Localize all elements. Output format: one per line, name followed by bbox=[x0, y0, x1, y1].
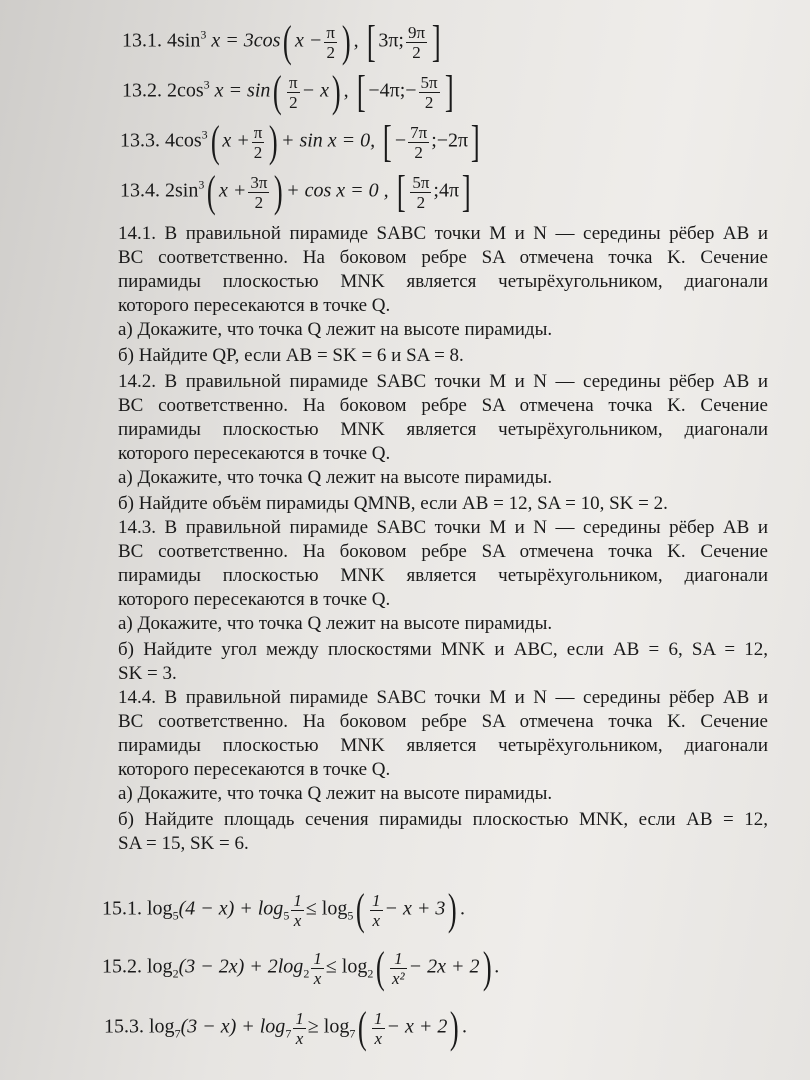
fraction bbox=[370, 891, 383, 930]
eq-part: + cos x = 0 , bbox=[286, 179, 389, 202]
log-base: 7 bbox=[349, 1026, 356, 1041]
paren: ( bbox=[210, 117, 220, 166]
log-base: 5 bbox=[283, 908, 290, 923]
log-base: 7 bbox=[285, 1026, 292, 1041]
bracket: ] bbox=[444, 67, 454, 116]
period: . bbox=[460, 897, 466, 920]
log: log bbox=[147, 897, 173, 920]
problem-number: 13.4. bbox=[120, 179, 160, 202]
separator: , bbox=[353, 29, 359, 52]
bracket: ] bbox=[432, 17, 441, 66]
log: log bbox=[147, 955, 173, 978]
fraction bbox=[408, 123, 429, 162]
problem-13-3 bbox=[120, 117, 483, 166]
problem-14-3-part-b-line-1: б) Найдите угол между плоскостями MNK и ABC, если AB = 6, SA = 12, bbox=[118, 639, 768, 660]
paren: ( bbox=[376, 943, 386, 992]
numerator: 1 bbox=[374, 1008, 383, 1028]
numerator: 3π bbox=[250, 172, 268, 192]
problem-14-4-line-4: которого пересекаются в точке Q. bbox=[118, 759, 391, 780]
problem-14-1-part-a: а) Докажите, что точка Q лежит на высоте пирамиды. bbox=[118, 319, 553, 340]
log-base: 2 bbox=[303, 966, 310, 981]
eq-part: x = 3cos bbox=[206, 29, 281, 52]
eq-part: 4sin bbox=[167, 29, 201, 52]
eq-part: x + bbox=[222, 129, 250, 152]
problem-14-4-part-b-line-1: б) Найдите площадь сечения пирамиды плоскостью MNK, если AB = 12, bbox=[118, 809, 768, 830]
paren: ) bbox=[341, 17, 351, 66]
problem-number: 15.1. bbox=[102, 897, 142, 920]
problem-14-1-part-b: б) Найдите QP, если AB = SK = 6 и SA = 8. bbox=[118, 345, 464, 366]
exponent: 3 bbox=[203, 77, 210, 92]
problem-14-2-line-4: которого пересекаются в точке Q. bbox=[118, 443, 391, 464]
bracket: [ bbox=[366, 17, 376, 66]
numerator: π bbox=[289, 72, 298, 92]
problem-14-4-part-a: а) Докажите, что точка Q лежит на высоте пирамиды. bbox=[118, 783, 553, 804]
problem-number: 15.3. bbox=[104, 1015, 144, 1038]
eq-part: ≥ log bbox=[307, 1015, 350, 1038]
problem-14-4-line-1: 14.4. В правильной пирамиде SABC точки M и N — середины рёбер AB и bbox=[118, 687, 768, 708]
problem-14-3-line-3: пирамиды плоскостью MNK является четырёхугольником, диагонали bbox=[118, 565, 768, 586]
problem-14-2-line-3: пирамиды плоскостью MNK является четырёхугольником, диагонали bbox=[118, 419, 768, 440]
period: . bbox=[494, 955, 500, 978]
problem-15-1 bbox=[102, 885, 466, 934]
paren: ( bbox=[358, 1003, 368, 1052]
numerator: 5π bbox=[420, 72, 438, 92]
log-base: 7 bbox=[174, 1026, 181, 1041]
problem-14-2-line-2: BC соответственно. На боковом ребре SA отмечена точка K. Сечение bbox=[118, 395, 768, 416]
problem-number: 13.2. bbox=[122, 79, 162, 102]
problem-13-1 bbox=[122, 17, 444, 66]
exponent: 3 bbox=[200, 27, 207, 42]
numerator: 1 bbox=[295, 1008, 304, 1028]
interval-start: 3π; bbox=[378, 29, 404, 52]
eq-part: − x bbox=[301, 79, 330, 102]
problem-15-3 bbox=[104, 1003, 468, 1052]
paren: ) bbox=[448, 885, 458, 934]
exponent: 3 bbox=[198, 177, 205, 192]
eq-part: − x + 2 bbox=[386, 1015, 448, 1038]
log-base: 5 bbox=[172, 908, 179, 923]
numerator: 5π bbox=[412, 172, 430, 192]
problem-13-4 bbox=[120, 167, 474, 216]
numerator: 9π bbox=[407, 22, 426, 42]
problem-14-3-line-1: 14.3. В правильной пирамиде SABC точки M и N — середины рёбер AB и bbox=[118, 517, 768, 538]
numerator: π bbox=[326, 22, 336, 42]
bracket: ] bbox=[461, 167, 471, 216]
denominator: 2 bbox=[412, 42, 421, 62]
separator: , bbox=[343, 79, 349, 102]
eq-part: (4 − x) + log bbox=[178, 897, 284, 920]
fraction bbox=[390, 949, 407, 988]
fraction bbox=[419, 73, 440, 112]
paren: ) bbox=[269, 117, 279, 166]
problem-14-3-line-4: которого пересекаются в точке Q. bbox=[118, 589, 391, 610]
numerator: π bbox=[253, 122, 263, 142]
problem-14-4-part-b-line-2: SA = 15, SK = 6. bbox=[118, 833, 249, 854]
eq-part: − 2x + 2 bbox=[408, 955, 480, 978]
denominator: 2 bbox=[253, 142, 263, 162]
eq-part: ≤ log bbox=[305, 897, 348, 920]
denominator: 2 bbox=[416, 192, 426, 212]
interval-end: ;4π bbox=[433, 179, 460, 202]
paren: ) bbox=[274, 167, 284, 216]
eq-part: + sin x = 0, bbox=[280, 129, 376, 152]
fraction bbox=[311, 949, 324, 988]
denominator: 2 bbox=[254, 192, 264, 212]
eq-part: (3 − x) + log bbox=[180, 1015, 286, 1038]
paren: ( bbox=[207, 167, 217, 216]
paren: ) bbox=[450, 1003, 460, 1052]
denominator: 2 bbox=[289, 92, 298, 112]
problem-14-3-part-a: а) Докажите, что точка Q лежит на высоте пирамиды. bbox=[118, 613, 553, 634]
fraction bbox=[410, 173, 431, 212]
log: log bbox=[149, 1015, 175, 1038]
problem-14-3-line-2: BC соответственно. На боковом ребре SA отмечена точка K. Сечение bbox=[118, 541, 768, 562]
denominator: 2 bbox=[414, 142, 423, 162]
problem-number: 13.1. bbox=[122, 29, 162, 52]
problem-14-3-part-b-line-2: SK = 3. bbox=[118, 663, 177, 684]
bracket: [ bbox=[356, 67, 366, 116]
log-base: 2 bbox=[367, 966, 374, 981]
problem-14-1-line-1: 14.1. В правильной пирамиде SABC точки M и N — середины рёбер AB и bbox=[118, 223, 768, 244]
numerator: 1 bbox=[372, 890, 381, 910]
problem-14-1-line-2: BC соответственно. На боковом ребре SA отмечена точка K. Сечение bbox=[118, 247, 768, 268]
paren: ) bbox=[331, 67, 341, 116]
fraction bbox=[406, 23, 427, 62]
numerator: 7π bbox=[410, 122, 428, 142]
problem-14-4-line-3: пирамиды плоскостью MNK является четырёхугольником, диагонали bbox=[118, 735, 768, 756]
denominator: x bbox=[293, 910, 302, 930]
problem-13-2 bbox=[122, 67, 456, 116]
eq-part: − x + 3 bbox=[384, 897, 446, 920]
interval-start: −4π;− bbox=[368, 79, 417, 102]
period: . bbox=[462, 1015, 468, 1038]
eq-part: 4cos bbox=[165, 129, 202, 152]
denominator: x bbox=[313, 968, 322, 988]
problem-14-2-part-b: б) Найдите объём пирамиды QMNB, если AB = 12, SA = 10, SK = 2. bbox=[118, 493, 668, 514]
bracket: ] bbox=[471, 117, 480, 166]
paren: ( bbox=[273, 67, 283, 116]
eq-part: 2cos bbox=[167, 79, 204, 102]
problem-15-2 bbox=[102, 943, 500, 992]
denominator: x bbox=[372, 910, 381, 930]
problem-14-1-line-3: пирамиды плоскостью MNK является четырёхугольником, диагонали bbox=[118, 271, 768, 292]
fraction bbox=[324, 23, 337, 62]
denominator: 2 bbox=[424, 92, 434, 112]
denominator: x bbox=[374, 1028, 383, 1048]
fraction bbox=[372, 1009, 385, 1048]
problem-14-2-line-1: 14.2. В правильной пирамиде SABC точки M и N — середины рёбер AB и bbox=[118, 371, 768, 392]
problem-14-4-line-2: BC соответственно. На боковом ребре SA отмечена точка K. Сечение bbox=[118, 711, 768, 732]
numerator: 1 bbox=[390, 949, 407, 969]
fraction bbox=[287, 73, 300, 112]
exponent: 3 bbox=[201, 127, 208, 142]
problem-number: 15.2. bbox=[102, 955, 142, 978]
paren: ( bbox=[283, 17, 293, 66]
log-base: 5 bbox=[347, 908, 354, 923]
eq-part: x + bbox=[219, 179, 247, 202]
denominator: x² bbox=[392, 968, 405, 988]
numerator: 1 bbox=[293, 890, 302, 910]
minus-sign: − bbox=[394, 129, 407, 152]
fraction bbox=[252, 123, 265, 162]
denominator: 2 bbox=[326, 42, 335, 62]
fraction bbox=[291, 891, 304, 930]
paren: ) bbox=[482, 943, 492, 992]
eq-part: 2sin bbox=[165, 179, 199, 202]
eq-part: x = sin bbox=[209, 79, 271, 102]
eq-part: ≤ log bbox=[325, 955, 368, 978]
problem-14-1-line-4: которого пересекаются в точке Q. bbox=[118, 295, 391, 316]
numerator: 1 bbox=[313, 948, 322, 968]
eq-part: (3 − 2x) + 2log bbox=[178, 955, 304, 978]
denominator: x bbox=[295, 1028, 304, 1048]
fraction bbox=[248, 173, 269, 212]
fraction bbox=[293, 1009, 306, 1048]
bracket: [ bbox=[396, 167, 406, 216]
problem-number: 13.3. bbox=[120, 129, 160, 152]
eq-part: x − bbox=[295, 29, 323, 52]
paren: ( bbox=[356, 885, 366, 934]
problem-14-2-part-a: а) Докажите, что точка Q лежит на высоте пирамиды. bbox=[118, 467, 553, 488]
interval-end: ;−2π bbox=[431, 129, 469, 152]
bracket: [ bbox=[383, 117, 392, 166]
log-base: 2 bbox=[172, 966, 179, 981]
